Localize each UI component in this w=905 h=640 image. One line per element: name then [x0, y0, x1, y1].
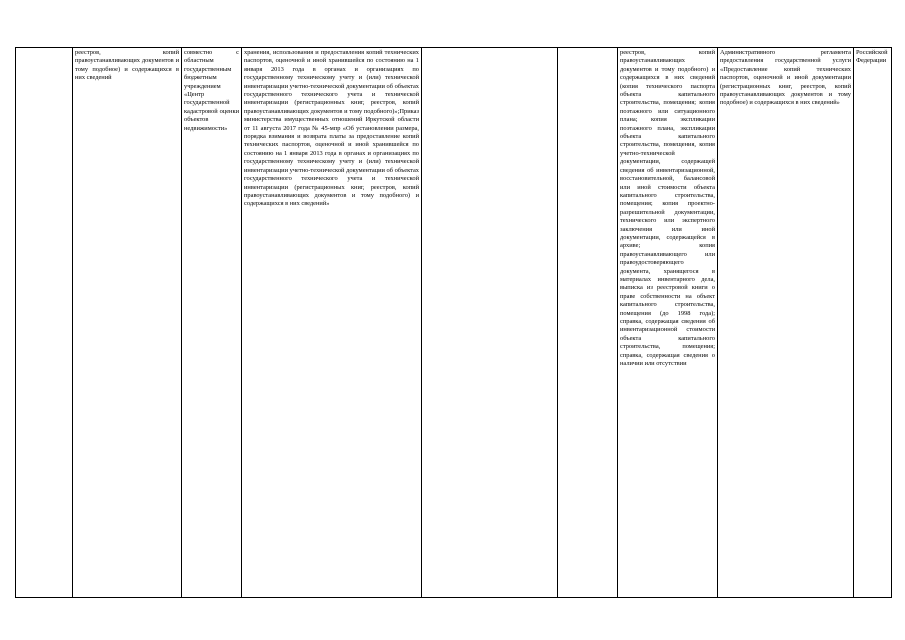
federation-text: Российской Федерации: [856, 49, 888, 65]
executor-text: совместно с областным государственным бюджетным учреждением «Центр государственной кадастровой оценки объектов недвижимости»: [184, 49, 239, 132]
cell-service-name: [73, 48, 182, 598]
table-row: [16, 48, 892, 598]
cell-legal-basis: [242, 48, 422, 598]
cell-regulation: [718, 48, 854, 598]
cell-federation: [854, 48, 892, 598]
service-name-text: реестров, копий правоустанавливающих документов и тому подобное) и содержащихся в них сведений: [75, 49, 179, 82]
cell-empty-1: [422, 48, 558, 598]
services-table: [15, 47, 892, 598]
cell-result: [618, 48, 718, 598]
cell-executor: [182, 48, 242, 598]
regulation-text: Административного регламента предоставления государственной услуги «Предоставление копий технических паспортов, оценочной и иной документации (регистрационных книг, реестров, копий правоустанавливающих документов и тому подобное) и содержащихся в них сведений»: [720, 49, 851, 107]
cell-empty-2: [558, 48, 618, 598]
cell-number: [16, 48, 73, 598]
legal-basis-text: хранения, использования и предоставления копий технических паспортов, оценочной и иной хранившейся по состоянию на 1 января 2013 года в органах и организациях по государственному техническому учету и (или) технической инвентаризации учетно-технической документации об объектах государственного технического учета и технической инвентаризации (регистрационных книг, реестров, копий правоустанавливающих документов и тому подобного)»;Приказ министерства имущественных отношений Иркутской области от 11 августа 2017 года № 45-мпр «Об установлении размера, порядка взимания и возврата платы за предоставление копий технических паспортов, оценочной и иной хранившейся по состоянию на 1 января 2013 года в органах и организациях по государственному техническому учету и (или) технической инвентаризации учетно-технической документации об объектах государственного технического учета и технической инвентаризации (регистрационных книг, реестров, копий правоустанавливающих документов и тому подобного) и содержащихся в них сведений»: [244, 49, 419, 208]
result-text: реестров, копий правоустанавливающих документов и тому подобного) и содержащихся в них сведений (копия технического паспорта объекта капитального строительства, помещения; копия поэтажного или ситуационного плана; копия экспликации поэтажного плана, экспликации объекта капитального строительства, помещения, копия учетно-технической документации, содержащей сведения об инвентаризационной, восстановительной, балансовой или иной стоимости объекта капитального строительства, помещения; копия проектно-разрешительной документации, технического или экспертного заключения или иной документации, содержащейся в архиве; копия правоустанавливающего или правоудостоверяющего документа, хранящегося в материалах инвентарного дела, выписка из реестровой книги о праве собственности на объект капитального строительства, помещения (до 1998 года); справка, содержащая сведения об инвентаризационной стоимости объекта капитального строительства, помещения; справка, содержащая сведения о наличии или отсутствии: [620, 49, 715, 368]
